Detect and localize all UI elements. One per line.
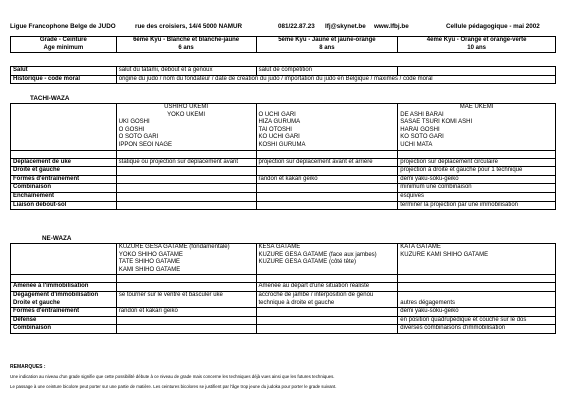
row-label: Formes d'entraînement	[11, 175, 117, 184]
row-cell: diverses combinaisons d'immobilisation	[398, 325, 556, 334]
technique-item: KUZURE GESA GATAME (face aux jambes)	[258, 251, 377, 258]
technique-item: O UCHI GARI	[258, 111, 296, 118]
technique-item: UKI GOSHI	[118, 119, 150, 126]
org-email: lfj@skynet.be	[325, 23, 366, 30]
row-label: Déplacement de uke	[11, 158, 117, 167]
ukemi-head-3: MAE UKEMI	[459, 104, 494, 110]
ne-waza-table	[10, 243, 556, 334]
row-cell	[398, 283, 556, 292]
technique-item: HIZA GURUMA	[258, 119, 301, 126]
row-cell: demi yaku-soku-geiko	[398, 308, 556, 317]
row-cell: statique ou projection sur déplacement avant	[116, 158, 256, 167]
technique-item: YOKO SHIHO GATAME	[118, 251, 183, 258]
row-label	[11, 291, 117, 307]
spacer-row	[11, 275, 556, 283]
row-cell	[256, 325, 398, 334]
technique-item: KUZURE GESA GATAME (fondamentale)	[118, 244, 230, 250]
grade-5kyu: 5ème Kyu - Jaune et jaune-orange	[278, 37, 376, 43]
row-cell	[116, 201, 256, 210]
row-cell	[116, 184, 256, 193]
age-5kyu: 8 ans	[319, 44, 335, 51]
ne-row	[11, 325, 556, 334]
tachi-row	[11, 201, 556, 210]
ukemi-head-2: YOKO UKEMI	[167, 111, 206, 118]
tachi-waza-4kyu-cell	[398, 104, 556, 151]
row-cell: randori et kakari geiko	[116, 308, 256, 317]
row-label: Formes d'entraînement	[11, 308, 117, 317]
salut-label: Salut	[11, 67, 117, 76]
grades-row	[11, 37, 556, 53]
spacer-row	[11, 150, 556, 158]
droite-gauche-text: technique à droite et gauche	[258, 299, 335, 306]
technique-item: SASAE TSURI KOMI ASHI	[400, 119, 473, 126]
ne-waza-title: NE-WAZA	[42, 235, 72, 242]
salut-row	[11, 67, 556, 76]
row-label: Droite et gauche	[11, 167, 117, 176]
tachi-waza-table	[10, 103, 556, 210]
technique-item: UCHI MATA	[400, 141, 433, 148]
row-cell	[116, 167, 256, 176]
tachi-row	[11, 158, 556, 167]
tachi-row	[11, 175, 556, 184]
degagement-text: autres dégagements	[400, 299, 455, 306]
tachi-row	[11, 184, 556, 193]
row-cell: se tourner sur le ventre et basculer uke	[116, 291, 256, 307]
ne-row	[11, 308, 556, 317]
ne-row	[11, 316, 556, 325]
technique-item: O GOSHI	[118, 126, 145, 133]
historique-row	[11, 75, 556, 84]
technique-item: TAI OTOSHI	[258, 126, 292, 133]
row-cell: randori et kakari geiko	[256, 175, 398, 184]
org-address: rue des croisiers, 14/4 5000 NAMUR	[135, 23, 243, 30]
grade-label: Grade - Ceinture	[39, 37, 87, 43]
row-cell	[256, 308, 398, 317]
technique-item: KO UCHI GARI	[258, 134, 300, 141]
row-cell	[256, 192, 398, 201]
row-cell: minimum une combinaison	[398, 184, 556, 193]
row-cell: demi yaku-soku-geiko	[398, 175, 556, 184]
org-website: www.lfbj.be	[374, 23, 409, 30]
row-cell	[256, 201, 398, 210]
row-cell: projection sur déplacement avant et arrière	[256, 158, 398, 167]
row-label: Combinaison	[11, 184, 117, 193]
row-label: Combinaison	[11, 325, 117, 334]
technique-item: KATA GATAME	[400, 244, 441, 250]
tachi-waza-title: TACHI-WAZA	[30, 95, 70, 102]
row-cell	[398, 291, 556, 307]
ne-row	[11, 283, 556, 292]
technique-item: O SOTO GARI	[118, 134, 159, 141]
org-name: Ligue Francophone Belge de JUDO	[10, 23, 116, 30]
row-cell	[116, 192, 256, 201]
ne-waza-techniques-row	[11, 244, 556, 275]
ne-waza-empty-cell	[11, 244, 117, 275]
row-label: Liaison debout-sol	[11, 201, 117, 210]
row-cell	[116, 175, 256, 184]
ne-waza-4kyu-cell	[398, 244, 556, 275]
org-phone: 081/22.87.23	[278, 23, 315, 30]
cell-pedagogique: Cellule pédagogique - mai 2002	[446, 23, 540, 30]
ukemi-head-1: USHIRO UKEMI	[164, 104, 209, 110]
technique-item: KUZURE GESA GATAME (côté tête)	[258, 259, 356, 266]
historique-label: Historique - code moral	[11, 75, 117, 84]
ne-waza-5kyu-cell	[256, 244, 398, 275]
grade-6kyu-cell	[116, 37, 256, 53]
technique-item: TATE SHIHO GATAME	[118, 259, 181, 266]
row-cell: esquives	[398, 192, 556, 201]
row-cell: terminer la projection par une immobilisation	[398, 201, 556, 210]
ne-row	[11, 291, 556, 307]
degagement-label: Dégagement d'immobilisation	[13, 291, 99, 298]
remarques-title: REMARQUES :	[10, 364, 46, 370]
row-cell	[256, 316, 398, 325]
row-cell: en position quadrupédique et couché sur le dos	[398, 316, 556, 325]
age-6kyu: 6 ans	[178, 44, 194, 51]
technique-item: HARAI GOSHI	[400, 126, 440, 133]
salut-table	[10, 66, 556, 84]
grade-4kyu: 4ème Kyu - Orange et orange-verte	[426, 37, 527, 43]
remarque-line: Le passage à une ceinture bicolore peut porter sur une partie de matière. Les ceintures bicolores se justifient par l'âge trop jeune du judoka pour porter le grade suivant.	[10, 384, 337, 389]
technique-item: KESA GATAME	[258, 244, 301, 250]
grade-4kyu-cell	[398, 37, 556, 53]
degagement-text: accroché de jambe / interposition de genou	[258, 291, 374, 298]
row-cell	[256, 167, 398, 176]
row-cell	[256, 291, 398, 307]
tachi-waza-empty-cell	[11, 104, 117, 151]
row-cell	[256, 184, 398, 193]
row-label: Défense	[11, 316, 117, 325]
technique-item: DE ASHI BARAI	[400, 111, 444, 118]
tachi-row	[11, 167, 556, 176]
salut-6kyu: salut du tatami, debout et à genoux	[116, 67, 256, 76]
tachi-waza-6kyu-cell	[116, 104, 256, 151]
grade-6kyu: 6ème Kyu - Blanche et blanche-jaune	[133, 37, 240, 43]
tachi-row	[11, 192, 556, 201]
row-label: Enchaînement	[11, 192, 117, 201]
row-cell	[116, 316, 256, 325]
technique-item: IPPON SEOI NAGE	[118, 141, 173, 148]
grade-5kyu-cell	[256, 37, 398, 53]
age-4kyu: 10 ans	[467, 44, 486, 51]
row-label: Amenée à l'immobilisation	[11, 283, 117, 292]
technique-item: KUZURE KAMI SHIHO GATAME	[400, 251, 489, 258]
row-cell: Amenée au départ d'une situation réaliste	[256, 283, 398, 292]
grades-table	[10, 36, 556, 53]
technique-item: KAMI SHIHO GATAME	[118, 266, 181, 273]
row-cell: projection sur déplacement circulaire	[398, 158, 556, 167]
row-cell	[116, 325, 256, 334]
salut-4kyu	[398, 67, 556, 76]
row-cell	[116, 283, 256, 292]
ne-waza-6kyu-cell	[116, 244, 256, 275]
droite-gauche-label: Droite et gauche	[13, 299, 61, 306]
technique-item: KO SOTO GARI	[400, 134, 444, 141]
tachi-waza-techniques-row	[11, 104, 556, 151]
grade-header-cell	[11, 37, 117, 53]
historique-text: origine du judo / nom du fondateur / date de création du judo / importation du judo en Belgique / maximes / code moral	[116, 75, 555, 84]
age-label: Age minimum	[43, 44, 84, 51]
remarque-line: Une indication au niveau d'un grade signifie que cette possibilité débute à ce niveau de grade mais concerne les techniques déjà vues ainsi que les futures techniques.	[10, 374, 335, 379]
technique-item: KOSHI GURUMA	[258, 141, 306, 148]
tachi-waza-5kyu-cell	[256, 104, 398, 151]
row-cell: projection à droite et gauche pour 1 technique	[398, 167, 556, 176]
salut-5kyu: salut de compétition	[256, 67, 398, 76]
